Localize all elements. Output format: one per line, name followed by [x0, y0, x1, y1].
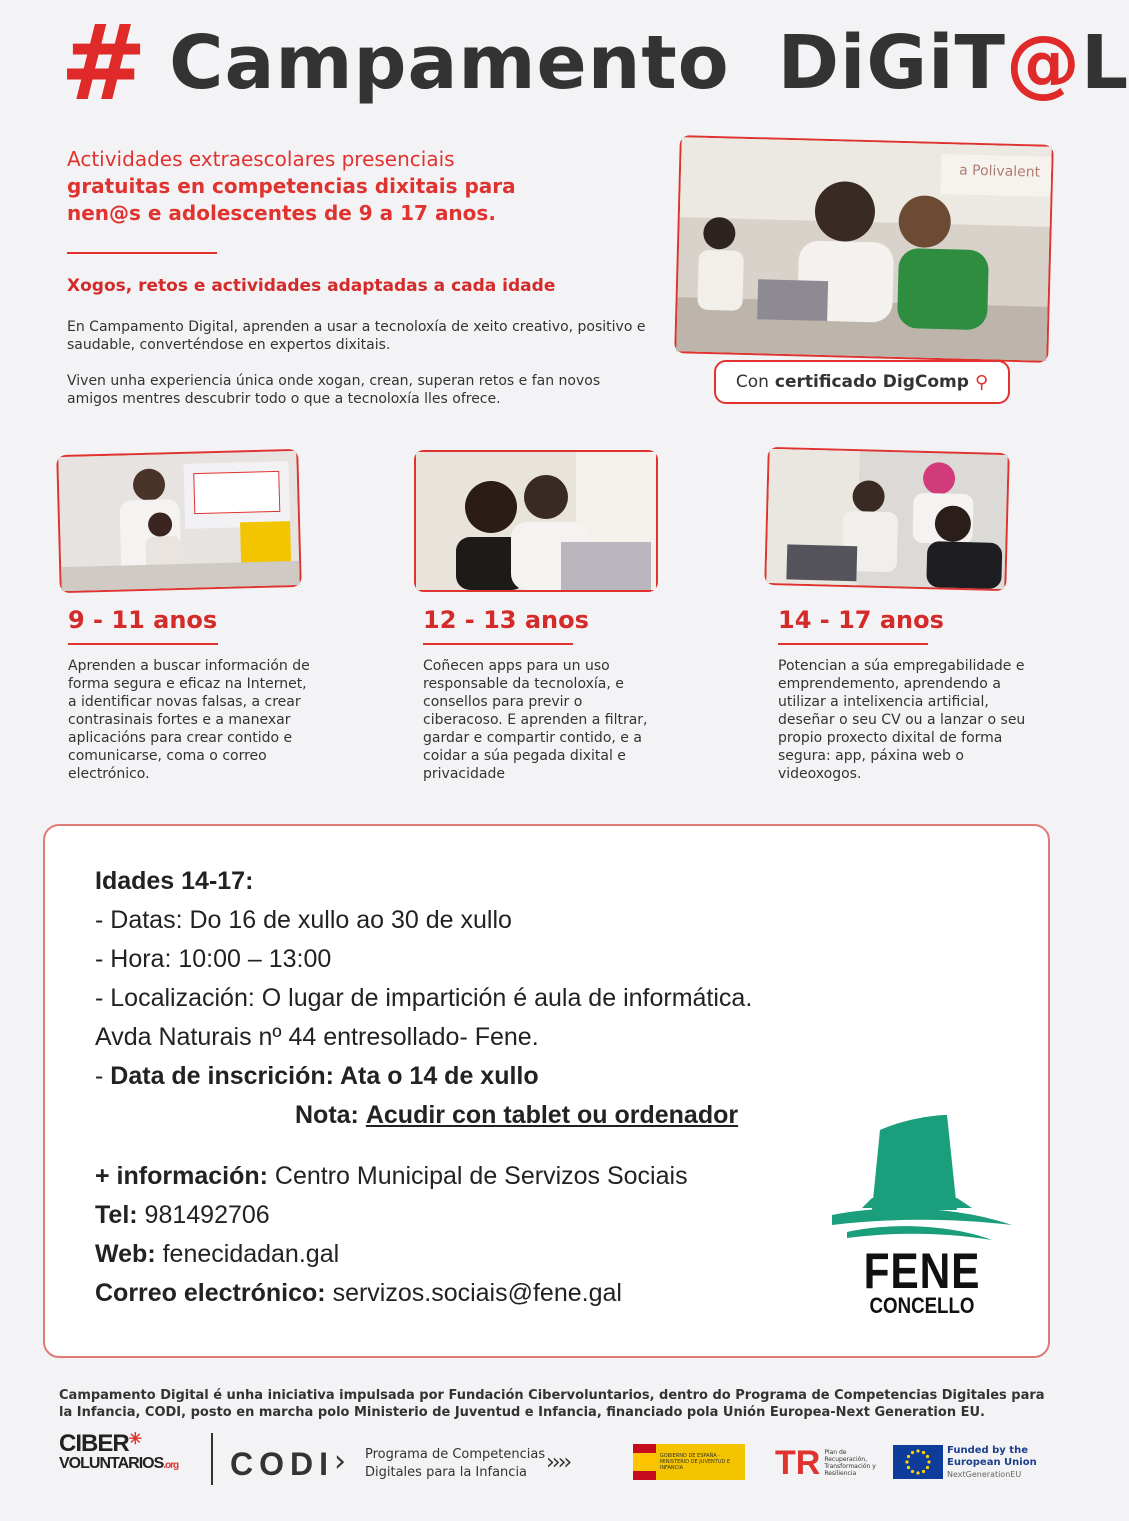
codi-subtitle: Programa de Competencias Digitales para la Infancia [365, 1447, 546, 1480]
chevrons-icon: ›››› [546, 1450, 570, 1475]
paragraph-2: Viven unha experiencia única onde xogan, crean, superan retos e fan novos amigos mentres descubrir todo o que a tecnoloxía lles ofrece. [67, 373, 601, 407]
intro-line-3: nen@s e adolescentes de 9 a 17 anos. [67, 201, 496, 225]
info-web: Web: fenecidadan.gal [95, 1240, 340, 1268]
fene-logo [832, 1110, 1012, 1330]
intro-divider [67, 252, 217, 254]
eu-flag-icon [893, 1445, 943, 1479]
info-content [95, 862, 915, 1313]
fene-name: FENE [863, 1243, 981, 1299]
tel-link[interactable]: 981492706 [144, 1201, 270, 1229]
info-dates: - Datas: Do 16 de xullo ao 30 de xullo [95, 906, 512, 934]
codi-arrow-icon: › [334, 1444, 346, 1479]
info-tel: Tel: 981492706 [95, 1201, 270, 1229]
hashtag: # [60, 2, 148, 124]
paperclip-icon: ⚲ [974, 371, 989, 393]
paragraph-1: En Campamento Digital, aprenden a usar a tecnoloxía de xeito creativo, positivo e saudable, converténdose en expertos dixitais. [67, 319, 646, 353]
footer-divider [211, 1433, 213, 1485]
info-registration: - Data de inscrición: Ata o 14 de xullo [95, 1062, 539, 1090]
spark-icon: ✳ [128, 1431, 142, 1448]
intro-text [67, 146, 627, 227]
info-time: - Hora: 10:00 – 13:00 [95, 945, 332, 973]
info-address: Avda Naturais nº 44 entresollado- Fene. [95, 1023, 539, 1051]
photo-12-13 [414, 450, 658, 592]
codi-logo: CODI [230, 1446, 334, 1482]
page-title [60, 2, 1129, 124]
info-ages: Idades 14-17: [95, 867, 254, 895]
prtr-mark-icon: TR [775, 1444, 821, 1482]
age-description-9-11: Aprenden a buscar información de forma segura e eficaz na Internet, a identificar novas falsas, a crear contrasinais fortes e a manexar aplicacións para crear contido e comunicarse, coma o correo electrónico. [68, 658, 310, 782]
intro-line-2: gratuitas en competencias dixitais para [67, 174, 516, 198]
age-description-14-17: Potencian a súa empregabilidade e emprendemento, aprendendo a utilizar a intelixencia artificial, deseñar o seu CV ou a lanzar o seu propio proxecto dixital de forma segura: app, páxina web o videoxogos. [778, 658, 1026, 782]
prtr-logo: TR Plan de Recuperación, Transformación y Resiliencia [775, 1444, 876, 1482]
fene-sub: CONCELLO [869, 1293, 975, 1318]
age-label-12-13: 12 - 13 anos [423, 606, 589, 634]
gobierno-logo: GOBIERNO DE ESPAÑA · MINISTERIO DE JUVENTUD E INFANCIA [633, 1444, 745, 1480]
info-note: Nota: Acudir con tablet ou ordenador [295, 1101, 739, 1129]
svg-text:a Polivalent: a Polivalent [958, 162, 1041, 181]
cibervoluntarios-logo: CIBER✳ VOLUNTARIOS.org [59, 1430, 179, 1472]
title-campamento: Campamento [169, 20, 730, 106]
info-more: + información: Centro Municipal de Servizos Sociais [95, 1162, 688, 1190]
web-link[interactable]: fenecidadan.gal [162, 1240, 340, 1268]
certificate-badge: Con certificado DigComp ⚲ [714, 360, 1010, 404]
subheading: Xogos, retos e actividades adaptadas a cada idade [67, 276, 556, 296]
footer-text: Campamento Digital é unha iniciativa impulsada por Fundación Cibervoluntarios, dentro do Programa de Competencias Digitales para la Infancia, CODI, posto en marcha polo Ministerio de Juventud e Infancia, financiado pola Unión Europea-Next Generation EU. [59, 1388, 1045, 1420]
eu-text: Funded by the European Union NextGenerationEU [947, 1445, 1037, 1479]
age-label-9-11: 9 - 11 anos [68, 606, 218, 634]
age-divider-1 [68, 643, 218, 645]
photo-9-11 [56, 449, 302, 593]
intro-line-1: Actividades extraescolares presenciais [67, 147, 455, 171]
email-link[interactable]: servizos.sociais@fene.gal [332, 1279, 622, 1307]
spain-flag-icon [633, 1444, 656, 1480]
sail-icon [832, 1110, 1012, 1250]
age-description-12-13: Coñecen apps para un uso responsable da tecnoloxía, e consellos para previr o ciberacoso. E aprenden a filtrar, gardar e compartir contido, e a coidar a súa pegada dixital e privacidade [423, 658, 648, 782]
age-divider-2 [423, 643, 573, 645]
info-location: - Localización: O lugar de impartición é aula de informática. [95, 984, 753, 1012]
main-photo [674, 135, 1054, 363]
age-divider-3 [778, 643, 928, 645]
photo-14-17 [764, 447, 1010, 591]
title-digital: DiGiT@L [777, 20, 1129, 106]
age-label-14-17: 14 - 17 anos [778, 606, 944, 634]
info-email: Correo electrónico: servizos.sociais@fene.gal [95, 1279, 622, 1307]
